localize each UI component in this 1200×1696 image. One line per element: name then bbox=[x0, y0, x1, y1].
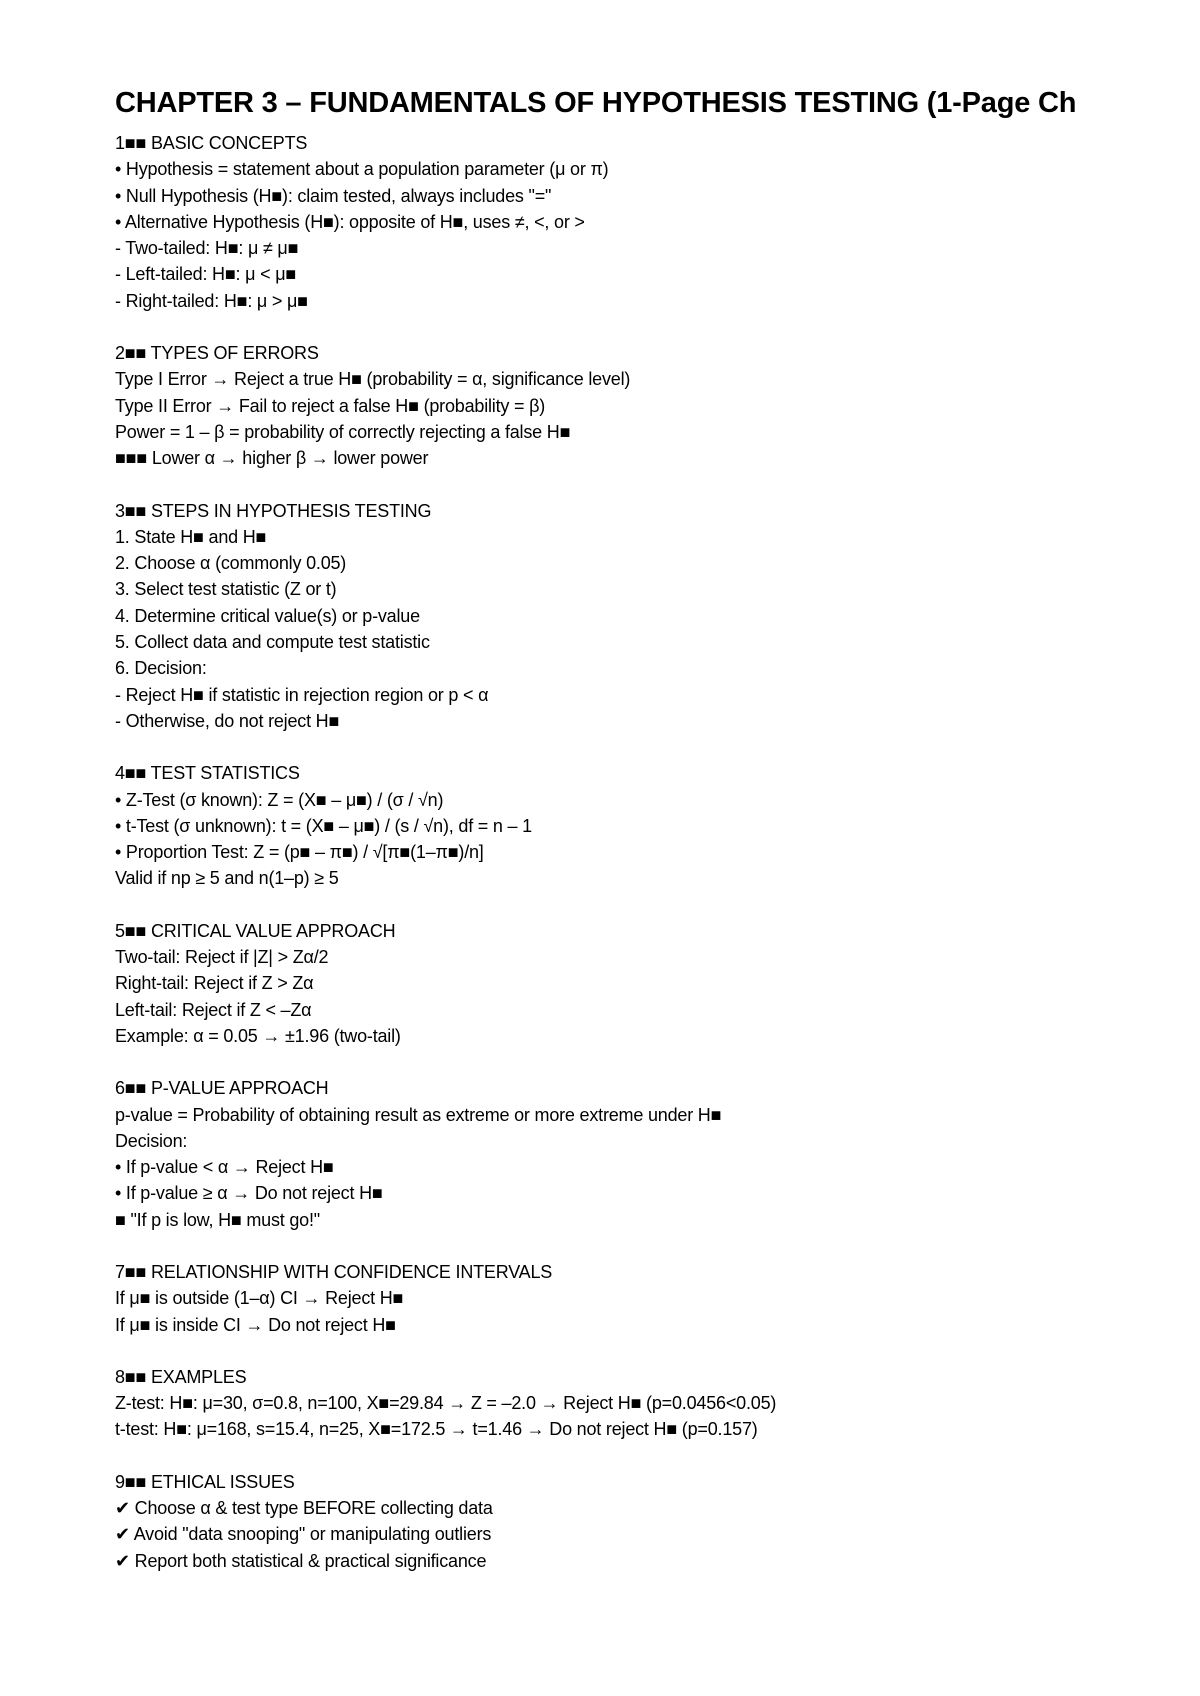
text-line: - Two-tailed: H■: μ ≠ μ■ bbox=[115, 238, 299, 259]
text-line: 5. Collect data and compute test statistic bbox=[115, 632, 430, 653]
text-line: - Otherwise, do not reject H■ bbox=[115, 710, 340, 731]
text-line: Power = 1 – β = probability of correctly rejecting a false H■ bbox=[115, 421, 571, 442]
text-line: ■ "If p is low, H■ must go!" bbox=[115, 1209, 320, 1230]
section-confidence-intervals bbox=[115, 1259, 1200, 1338]
text-line: • Hypothesis = statement about a population parameter (μ or π) bbox=[115, 159, 609, 180]
text-line: 2. Choose α (commonly 0.05) bbox=[115, 553, 347, 574]
section-types-of-errors bbox=[115, 340, 1200, 471]
text-line: - Reject H■ if statistic in rejection region or p < α bbox=[115, 684, 489, 705]
text-line: 3. Select test statistic (Z or t) bbox=[115, 579, 337, 600]
text-line: - Right-tailed: H■: μ > μ■ bbox=[115, 290, 308, 311]
text-line: 4. Determine critical value(s) or p-value bbox=[115, 605, 420, 626]
text-line: ✔ Avoid "data snooping" or manipulating outliers bbox=[115, 1524, 492, 1545]
text-line: • Proportion Test: Z = (p■ – π■) / √[π■(1–π■)/n] bbox=[115, 842, 484, 863]
text-line: Decision: bbox=[115, 1130, 188, 1151]
text-line: Valid if np ≥ 5 and n(1–p) ≥ 5 bbox=[115, 868, 339, 889]
text-line: • If p-value ≥ α → Do not reject H■ bbox=[115, 1183, 383, 1204]
text-line: t-test: H■: μ=168, s=15.4, n=25, X■=172.5 → t=1.46 → Do not reject H■ (p=0.157) bbox=[115, 1419, 758, 1440]
text-line: ✔ Choose α & test type BEFORE collecting data bbox=[115, 1498, 493, 1519]
page-title: CHAPTER 3 – FUNDAMENTALS OF HYPOTHESIS TESTING (1-Page Ch bbox=[115, 87, 1077, 119]
text-line: 6. Decision: bbox=[115, 658, 207, 679]
section-heading: 6■■ P-VALUE APPROACH bbox=[115, 1078, 329, 1099]
section-heading: 2■■ TYPES OF ERRORS bbox=[115, 343, 319, 364]
section-steps-in-hypothesis-testing bbox=[115, 498, 1200, 735]
section-heading: 7■■ RELATIONSHIP WITH CONFIDENCE INTERVALS bbox=[115, 1261, 553, 1282]
section-heading: 8■■ EXAMPLES bbox=[115, 1366, 247, 1387]
text-line: • If p-value < α → Reject H■ bbox=[115, 1157, 334, 1178]
text-line: If μ■ is inside CI → Do not reject H■ bbox=[115, 1314, 396, 1335]
section-critical-value-approach bbox=[115, 918, 1200, 1049]
section-ethical-issues bbox=[115, 1469, 1200, 1574]
section-heading: 4■■ TEST STATISTICS bbox=[115, 763, 300, 784]
text-line: Left-tail: Reject if Z < –Zα bbox=[115, 999, 312, 1020]
text-line: • Null Hypothesis (H■): claim tested, always includes "=" bbox=[115, 185, 552, 206]
section-p-value-approach bbox=[115, 1075, 1200, 1233]
text-line: Example: α = 0.05 → ±1.96 (two-tail) bbox=[115, 1025, 401, 1046]
text-line: - Left-tailed: H■: μ < μ■ bbox=[115, 264, 297, 285]
text-line: • Z-Test (σ known): Z = (X■ – μ■) / (σ / √n) bbox=[115, 789, 444, 810]
section-heading: 1■■ BASIC CONCEPTS bbox=[115, 133, 308, 153]
text-line: Z-test: H■: μ=30, σ=0.8, n=100, X■=29.84 → Z = –2.0 → Reject H■ (p=0.0456<0.05) bbox=[115, 1393, 777, 1414]
text-line: 1. State H■ and H■ bbox=[115, 526, 267, 547]
text-line: • Alternative Hypothesis (H■): opposite of H■, uses ≠, <, or > bbox=[115, 211, 585, 232]
text-line: Two-tail: Reject if |Z| > Zα/2 bbox=[115, 947, 329, 968]
section-examples bbox=[115, 1364, 1200, 1443]
section-basic-concepts bbox=[115, 130, 1200, 314]
text-line: ✔ Report both statistical & practical significance bbox=[115, 1550, 487, 1571]
section-heading: 3■■ STEPS IN HYPOTHESIS TESTING bbox=[115, 500, 432, 521]
text-line: ■■■ Lower α → higher β → lower power bbox=[115, 448, 429, 469]
section-heading: 9■■ ETHICAL ISSUES bbox=[115, 1471, 295, 1492]
cheat-sheet-page bbox=[115, 84, 1200, 1600]
text-line: • t-Test (σ unknown): t = (X■ – μ■) / (s / √n), df = n – 1 bbox=[115, 815, 532, 836]
text-line: Type II Error → Fail to reject a false H■ (probability = β) bbox=[115, 395, 546, 416]
text-line: If μ■ is outside (1–α) CI → Reject H■ bbox=[115, 1288, 404, 1309]
section-heading: 5■■ CRITICAL VALUE APPROACH bbox=[115, 920, 396, 941]
text-line: Right-tail: Reject if Z > Zα bbox=[115, 973, 314, 994]
section-test-statistics bbox=[115, 760, 1200, 891]
text-line: Type I Error → Reject a true H■ (probability = α, significance level) bbox=[115, 369, 631, 390]
text-line: p-value = Probability of obtaining result as extreme or more extreme under H■ bbox=[115, 1104, 722, 1125]
